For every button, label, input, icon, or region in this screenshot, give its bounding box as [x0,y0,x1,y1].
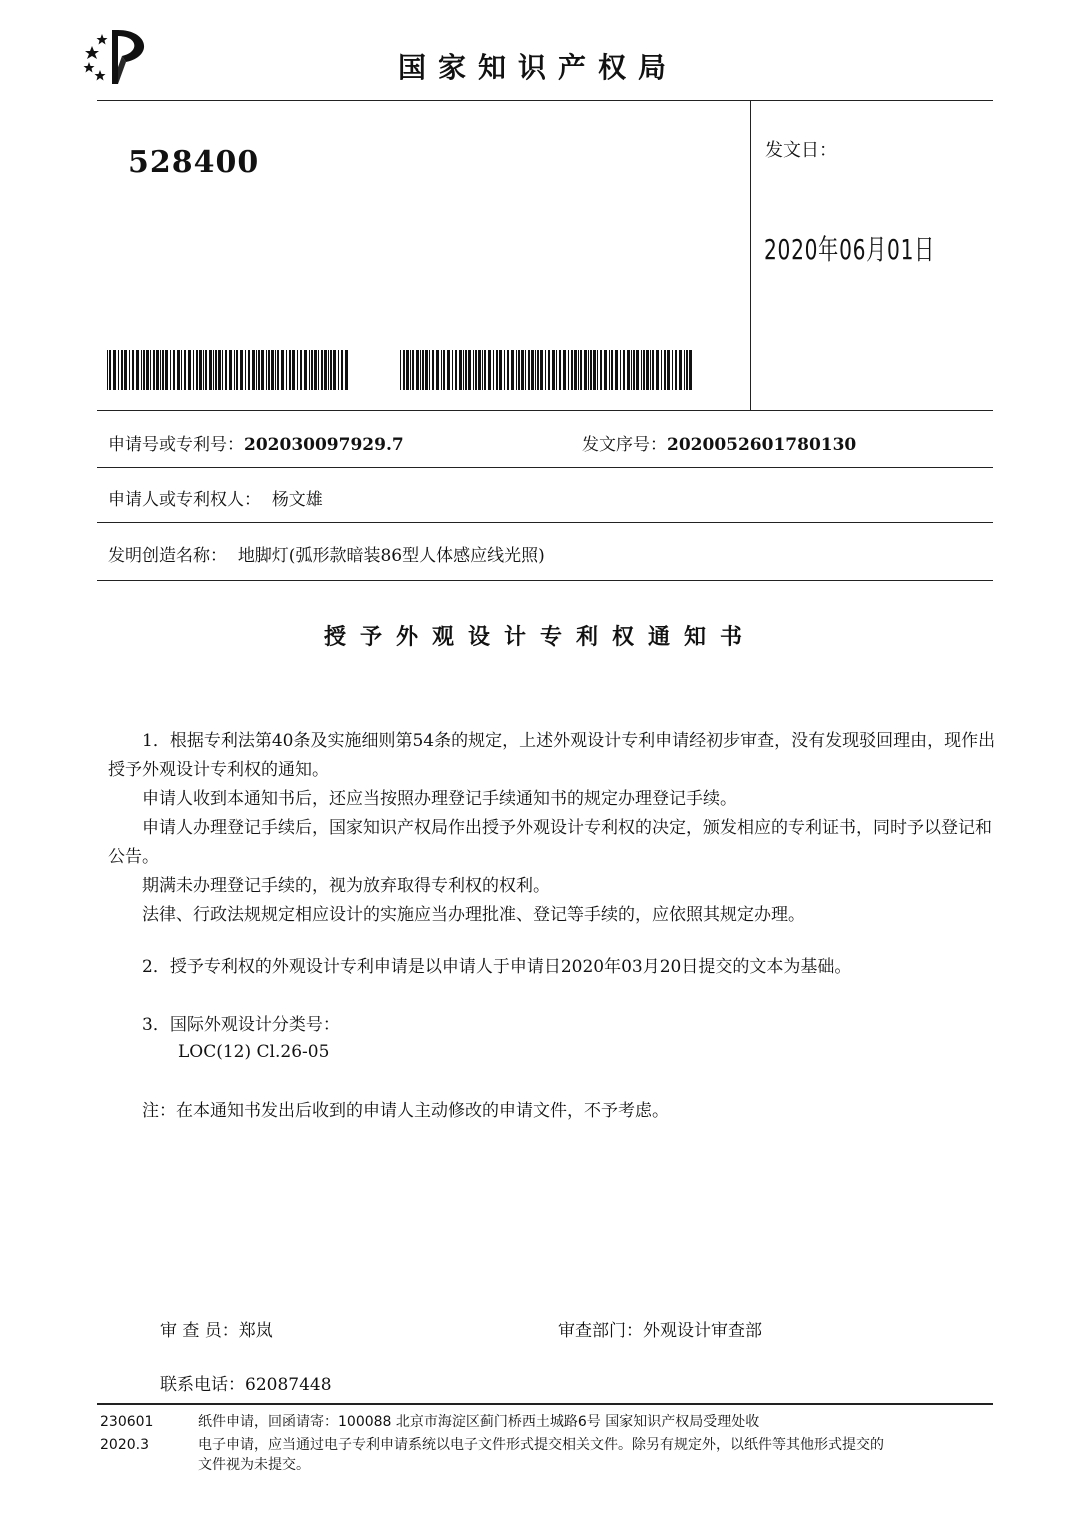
barcode-bar [521,350,524,390]
barcode-bar [600,350,602,390]
invention-label: 发明创造名称： [108,546,227,566]
paragraph-2-block [108,953,998,982]
barcode-bar [511,350,514,390]
barcode-bar [609,350,610,390]
barcode-bar [160,350,161,390]
barcode-bar [341,350,343,390]
barcode-bar [633,350,635,390]
barcode-bar [452,350,453,390]
footer-line-2: 电子申请，应当通过电子专利申请系统以电子文件形式提交相关文件。除另有规定外，以纸件等其他形式提交的 [198,1437,884,1453]
barcode-bar [205,350,207,390]
paragraph-3-block [108,1011,998,1040]
barcode-bar [229,350,232,390]
barcode-bar [330,350,332,390]
barcode-bar [593,350,596,390]
phone: 联系电话：62087448 [160,1375,332,1395]
applicant-label: 申请人或专利权人： [108,490,261,510]
barcode-bar [473,350,474,390]
barcode-bar [590,350,592,390]
document-number-field [582,430,856,455]
barcode-bar [478,350,481,390]
barcode-bar [300,350,302,390]
barcode-bar [156,350,159,390]
barcode-bar [345,350,348,390]
barcode-bar [422,350,424,390]
barcode-bar [615,350,618,390]
barcode-bar [499,350,502,390]
barcode-bar [213,350,214,390]
barcode-bar [403,350,405,390]
classification-code: LOC(12) Cl.26-05 [178,1042,330,1062]
barcode-bar [215,350,217,390]
barcode-bar [516,350,517,390]
barcode-bar [468,350,471,390]
barcode-bar [631,350,632,390]
barcode-bar [281,350,284,390]
barcode-bar [488,350,491,390]
paragraph-2: 2．授予专利权的外观设计专利申请是以申请人于申请日2020年03月20日提交的文本为基础。 [142,957,852,977]
paragraph-1c: 申请人办理登记手续后，国家知识产权局作出授予外观设计专利权的决定，颁发相应的专利证书，同时予以登记和公告。 [108,818,992,867]
barcode-bar [406,350,409,390]
barcode-bar [410,350,411,390]
barcode-bar [109,350,111,390]
barcode-bar [165,350,168,390]
barcode-bar [124,350,127,390]
barcode-bar [684,350,685,390]
barcode-bar [225,350,227,390]
barcode-bar [324,350,327,390]
barcode-bar [196,350,198,390]
barcode-bar [611,350,613,390]
form-code: 230601 [100,1414,154,1430]
barcode-bar [548,350,550,390]
barcode-bar [333,350,336,390]
barcode-bar [675,350,677,390]
barcode-bar [277,350,279,390]
barcode-bar [597,350,598,390]
barcode-bar [170,350,171,390]
barcode-bar [203,350,204,390]
barcode-bar [571,350,573,390]
barcode-bar [234,350,235,390]
barcode-bar [289,350,291,390]
barcode-bar [184,350,186,390]
barcode-bar [545,350,546,390]
barcode-bar [400,350,401,390]
barcode-bar [584,350,587,390]
barcode-bar [132,350,134,390]
barcode-bar [118,350,119,390]
barcode-bar [535,350,536,390]
cnipa-logo-icon [82,26,162,88]
barcode-bar [173,350,175,390]
document-number-label: 发文序号： [582,435,667,455]
barcode-bar [537,350,539,390]
barcode-bar [321,350,323,390]
barcode-bar [574,350,577,390]
barcode-bar [679,350,682,390]
barcode-bar [463,350,464,390]
barcode-bar [465,350,467,390]
barcode-bar [689,350,692,390]
agency-name: 国家知识产权局 [398,51,679,84]
footer-line-3: 文件视为未提交。 [198,1457,310,1473]
barcode-bar [268,350,270,390]
barcode-bar [240,350,243,390]
barcode-bar [141,350,142,390]
barcode-bar [286,350,287,390]
barcode-bar [528,350,530,390]
barcode-bar [113,350,116,390]
barcode-bar [475,350,477,390]
barcode-bar [484,350,486,390]
barcode-bar [429,350,430,390]
barcode-bar [314,350,317,390]
notice-body [108,727,998,930]
application-number-label: 申请号或专利号： [108,435,244,455]
barcode-bar [412,350,414,390]
barcode-bar [271,350,274,390]
barcode-bar [420,350,421,390]
barcode-bar [650,350,651,390]
barcode-bar [504,350,505,390]
barcode-bar [507,350,509,390]
barcode-bar [218,350,221,390]
invention-field [108,541,545,566]
barcode-bar [143,350,145,390]
barcode-bar [441,350,442,390]
barcode-bar [236,350,238,390]
barcode-bar [266,350,267,390]
barcode-bar [248,350,250,390]
barcode-bar [222,350,223,390]
barcode-bar [578,350,579,390]
barcode-bar [304,350,307,390]
barcode-bar [563,350,566,390]
barcode-bar [493,350,494,390]
barcode-bar [107,350,108,390]
barcode-bar [258,350,260,390]
barcode-bar [482,350,483,390]
barcode-bar [416,350,419,390]
barcode-bar [588,350,589,390]
barcode-bar [636,350,639,390]
barcode-bar [256,350,257,390]
barcode-bar [338,350,339,390]
barcode-bar [199,350,202,390]
barcode-bar [425,350,428,390]
barcode-bar [177,350,180,390]
barcode-bar [643,350,645,390]
barcode-bar [664,350,666,390]
examiner: 审 查 员：郑岚 [160,1321,273,1341]
barcode-bar [447,350,450,390]
barcode-bar [604,350,607,390]
barcode-bar [559,350,561,390]
barcode-bar [121,350,123,390]
barcode-bar [432,350,434,390]
paragraph-3: 3．国际外观设计分类号： [142,1015,340,1035]
document-number: 2020052601780130 [667,435,857,455]
applicant-field [108,485,323,510]
barcode-bar [525,350,526,390]
footer-line-1: 纸件申请，回函请寄：100088 北京市海淀区蓟门桥西土城路6号 国家知识产权局受理处收 [198,1414,760,1430]
barcode-bar [136,350,139,390]
barcode-bar [552,350,555,390]
barcode-bar [661,350,662,390]
barcode-bar [620,350,621,390]
barcode-bar [568,350,569,390]
barcode-bar [150,350,151,390]
barcode-bar [627,350,630,390]
department: 审查部门：外观设计审查部 [558,1321,762,1341]
barcode-bar [153,350,155,390]
barcode-bar [623,350,625,390]
barcode-bar [443,350,445,390]
paragraph-1: 1．根据专利法第40条及实施细则第54条的规定，上述外观设计专利申请经初步审查，没有发现驳回理由，现作出授予外观设计专利权的通知。 [108,731,996,780]
form-version: 2020.3 [100,1437,149,1453]
barcode-bar [311,350,313,390]
barcode-left [107,350,351,390]
paragraph-1b: 申请人收到本通知书后，还应当按照办理登记手续通知书的规定办理登记手续。 [142,789,737,809]
footer-text [198,1412,998,1475]
barcode-bar [328,350,329,390]
note-block [108,1097,998,1126]
issue-date: 2020年06月01日 [764,233,936,266]
barcode-bar [146,350,149,390]
barcode-bar [275,350,276,390]
barcode-bar [672,350,673,390]
barcode-bar [540,350,543,390]
notice-title: 授予外观设计专利权通知书 [323,625,756,650]
barcode-bar [181,350,182,390]
barcode-bar [436,350,439,390]
application-number-field [108,430,404,455]
barcode-bar [686,350,688,390]
barcode-bar [162,350,164,390]
application-number: 202030097929.7 [244,435,404,455]
barcode-bar [455,350,457,390]
note: 注：在本通知书发出后收到的申请人主动修改的申请文件，不予考虑。 [142,1101,669,1121]
paragraph-1d: 期满未办理登记手续的，视为放弃取得专利权的权利。 [142,876,550,896]
barcode-bar [209,350,212,390]
barcode-bar [309,350,310,390]
barcode-bar [518,350,520,390]
barcode-bar [531,350,534,390]
barcode-bar [129,350,130,390]
barcode-bar [252,350,255,390]
barcode-bar [580,350,582,390]
postcode: 528400 [128,145,260,180]
barcode-bar [318,350,319,390]
invention-name: 地脚灯(弧形款暗装86型人体感应线光照) [237,546,545,566]
barcode-bar [292,350,295,390]
barcode-bar [245,350,246,390]
barcode-bar [667,350,670,390]
barcode-bar [641,350,642,390]
barcode-bar [188,350,191,390]
barcode-bar [656,350,659,390]
applicant-name: 杨文雄 [271,490,323,510]
barcode-bar [297,350,298,390]
barcode-right [400,350,693,390]
barcode-bar [652,350,654,390]
barcode-bar [193,350,194,390]
barcode-bar [496,350,498,390]
barcode-bar [556,350,557,390]
barcode-bar [646,350,649,390]
issue-date-label: 发文日： [765,140,837,161]
paragraph-1e: 法律、行政法规规定相应设计的实施应当办理批准、登记等手续的，应依照其规定办理。 [142,905,805,925]
barcode-bar [459,350,462,390]
barcode-bar [261,350,264,390]
